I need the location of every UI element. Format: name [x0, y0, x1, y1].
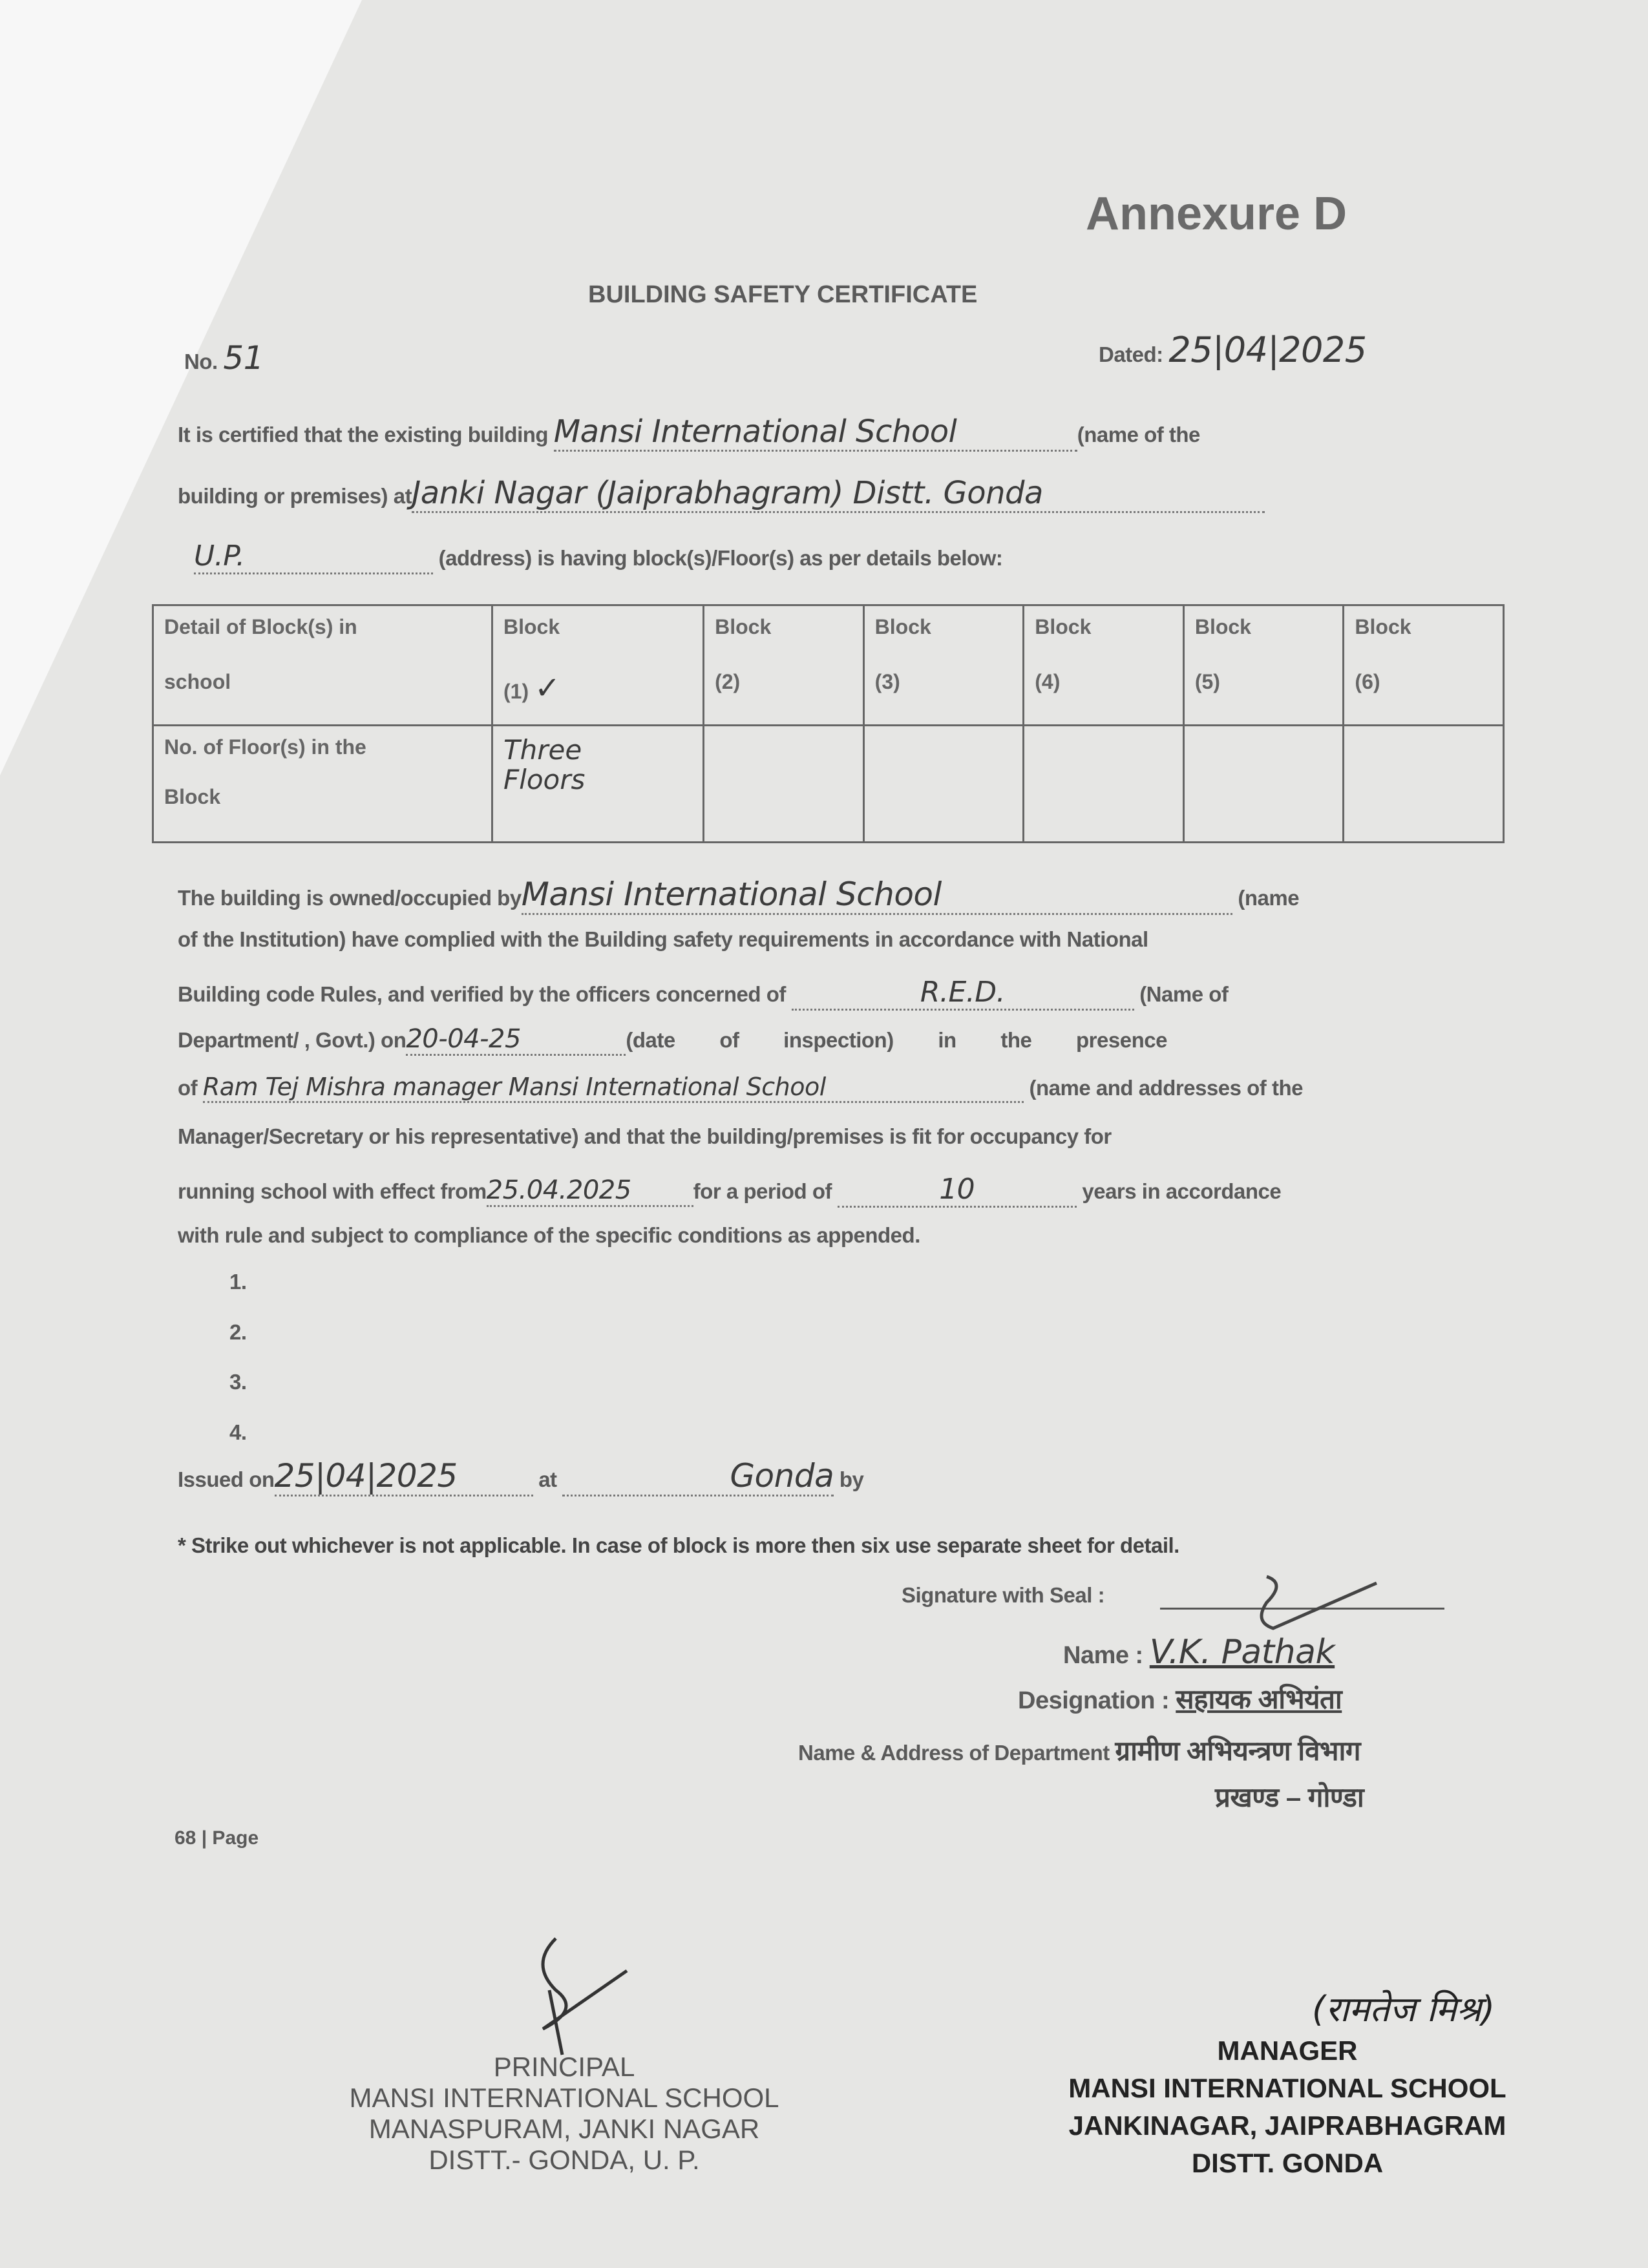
condition-item: 3.: [229, 1370, 247, 1394]
manager-stamp-line: MANSI INTERNATIONAL SCHOOL: [1068, 2073, 1506, 2103]
block-1-header: Block (1) ✓: [492, 605, 704, 726]
condition-item: 4.: [229, 1420, 247, 1444]
block-5-header: Block (5): [1183, 605, 1344, 726]
by-label: by: [839, 1467, 864, 1491]
owner-name: Mansi International School: [522, 876, 1232, 915]
issued-date: 25|04|2025: [275, 1457, 533, 1496]
department-name: R.E.D.: [792, 976, 1134, 1011]
block-1-floors: Three Floors: [492, 726, 704, 843]
at-label: at: [538, 1467, 557, 1491]
body-text: running school with effect from: [178, 1179, 487, 1203]
intro-text: building or premises) at: [178, 484, 412, 508]
signature-image: [1215, 1564, 1409, 1641]
signatory-name: V.K. Pathak: [1149, 1633, 1335, 1672]
effective-date: 25.04.2025: [487, 1175, 693, 1207]
building-address: Janki Nagar (Jaiprabhagram) Distt. Gonda: [412, 475, 1265, 513]
dept-label: Name & Address of Department: [798, 1741, 1110, 1765]
signature-label: Signature with Seal :: [902, 1583, 1105, 1607]
table-row-label: Detail of Block(s) in school: [153, 605, 492, 726]
body-text: (date of inspection) in the presence: [626, 1028, 1167, 1052]
block-6-header: Block (6): [1344, 605, 1504, 726]
body-text: of the Institution) have complied with the Building safety requirements in accordance with National: [178, 927, 1148, 951]
intro-text: (address) is having block(s)/Floor(s) as per details below:: [438, 546, 1003, 570]
body-text: Building code Rules, and verified by the officers concerned of: [178, 982, 786, 1006]
building-address-state: U.P.: [194, 540, 433, 574]
body-text: The building is owned/occupied by: [178, 886, 522, 910]
principal-stamp-title: PRINCIPAL: [493, 2052, 635, 2082]
checkmark-icon: ✓: [534, 670, 561, 706]
body-text: Department/ , Govt.) on: [178, 1028, 407, 1052]
inspection-date: 20-04-25: [406, 1024, 626, 1056]
table-row-label: No. of Floor(s) in the Block: [153, 726, 492, 843]
dated-value: 25|04|2025: [1168, 330, 1367, 370]
body-text: (name: [1238, 886, 1300, 910]
principal-stamp-line: DISTT.- GONDA, U. P.: [428, 2145, 700, 2175]
certificate-number: 51: [223, 339, 264, 377]
certificate-title: BUILDING SAFETY CERTIFICATE: [588, 281, 978, 308]
manager-signature: (रामतेज मिश्र): [1312, 1989, 1495, 2030]
annexure-label: Annexure D: [1086, 188, 1347, 240]
dept-block: प्रखण्ड – गोण्डा: [1215, 1782, 1364, 1812]
body-text: with rule and subject to compliance of the specific conditions as appended.: [178, 1223, 920, 1247]
representative-name: Ram Tej Mishra manager Mansi International School: [203, 1073, 1024, 1103]
designation-value: सहायक अभियंता: [1176, 1684, 1342, 1714]
period-years: 10: [838, 1173, 1077, 1208]
block-4-header: Block (4): [1024, 605, 1184, 726]
principal-stamp-line: MANSI INTERNATIONAL SCHOOL: [349, 2083, 779, 2113]
principal-stamp-line: MANASPURAM, JANKI NAGAR: [368, 2114, 760, 2144]
block-details-table: [152, 604, 1505, 843]
manager-stamp-line: DISTT. GONDA: [1191, 2148, 1384, 2178]
body-text: for a period of: [693, 1179, 832, 1203]
body-text: Manager/Secretary or his representative) and that the building/premises is fit for occupancy for: [178, 1124, 1112, 1148]
issued-label: Issued on: [178, 1467, 275, 1491]
condition-item: 2.: [229, 1320, 247, 1344]
manager-stamp-line: JANKINAGAR, JAIPRABHAGRAM: [1068, 2110, 1506, 2141]
principal-signature: [491, 1932, 640, 2061]
dept-value: ग्रामीण अभियन्त्रण विभाग: [1115, 1736, 1361, 1766]
block-3-header: Block (3): [863, 605, 1024, 726]
condition-item: 1.: [229, 1270, 247, 1294]
designation-label: Designation :: [1018, 1687, 1170, 1714]
page-number: 68 | Page: [174, 1827, 259, 1849]
manager-stamp-title: MANAGER: [1217, 2035, 1358, 2066]
intro-text: It is certified that the existing building: [178, 423, 549, 446]
body-text: (Name of: [1139, 982, 1229, 1006]
issued-place: Gonda: [562, 1457, 834, 1496]
body-text: of: [178, 1076, 198, 1100]
intro-text: (name of the: [1077, 423, 1200, 446]
body-text: years in accordance: [1082, 1179, 1282, 1203]
building-name: Mansi International School: [554, 414, 1077, 452]
body-text: (name and addresses of the: [1029, 1076, 1303, 1100]
name-label: Name :: [1063, 1642, 1143, 1669]
footnote: * Strike out whichever is not applicable. In case of block is more then six use separate sheet for detail.: [178, 1533, 1179, 1557]
no-label: No.: [184, 350, 218, 373]
block-2-header: Block (2): [704, 605, 864, 726]
dated-label: Dated:: [1099, 342, 1163, 366]
